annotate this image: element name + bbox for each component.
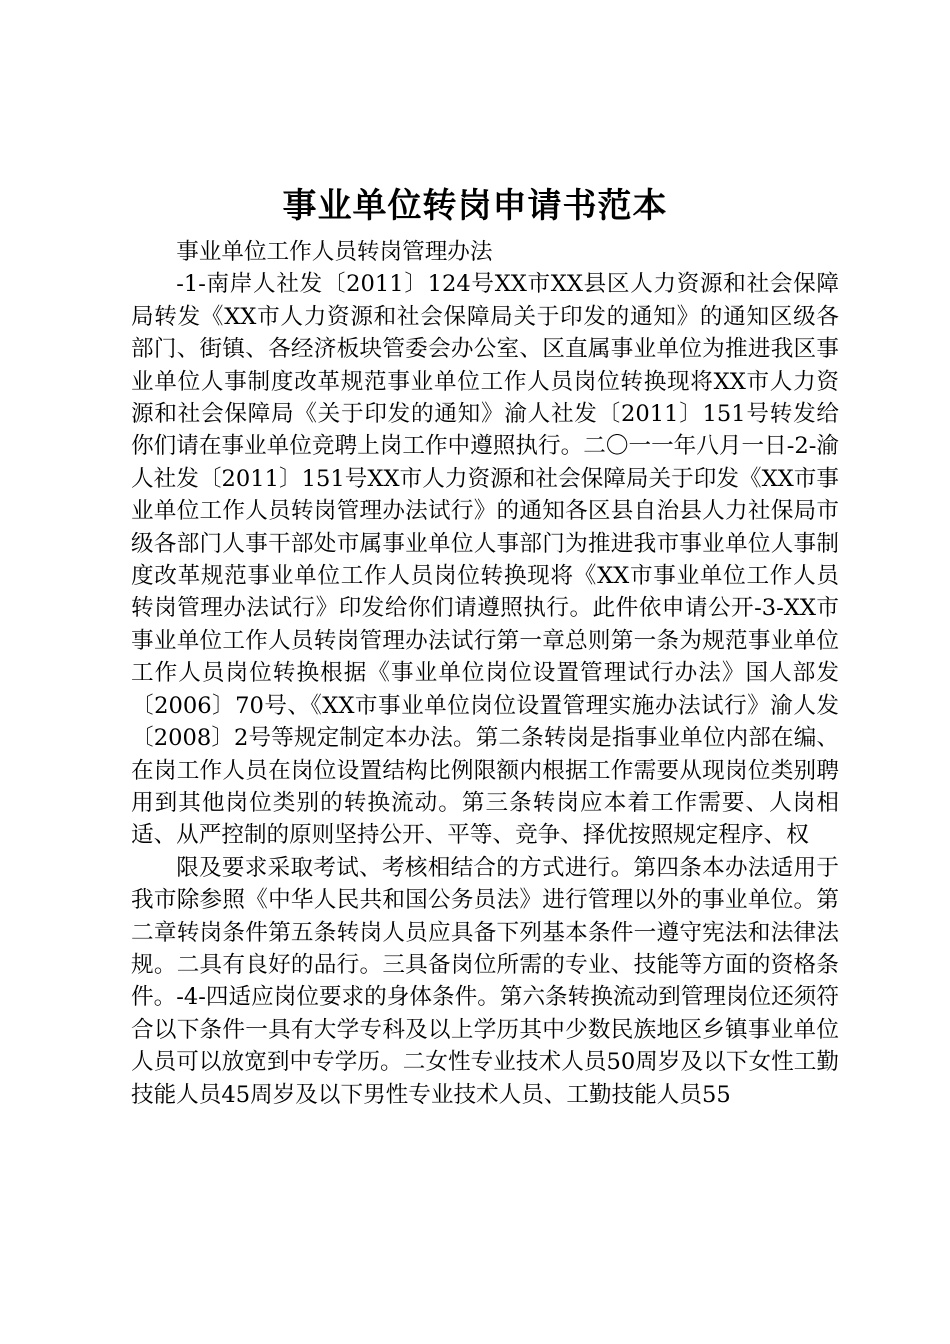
paragraph: -1-南岸人社发〔2011〕124号XX市XX县区人力资源和社会保障局转发《XX市人力资源和社会保障局关于印发的通知》的通知区级各部门、街镇、各经济板块管委会办公室、区直属事业单位为推进我区事业单位人事制度改革规范事业单位工作人员岗位转换现将XX市人力资源和社会保障局《关于印发的通知》渝人社发〔2011〕151号转发给你们请在事业单位竞聘上岗工作中遵照执行。二〇一一年八月一日-2-渝人社发〔2011〕151号XX市人力资源和社会保障局关于印发《XX市事业单位工作人员转岗管理办法试行》的通知各区县自治县人力社保局市级各部门人事干部处市属事业单位人事部门为推进我市事业单位人事制度改革规范事业单位工作人员岗位转换现将《XX市事业单位工作人员转岗管理办法试行》印发给你们请遵照执行。此件依申请公开-3-XX市事业单位工作人员转岗管理办法试行第一章总则第一条为规范事业单位工作人员岗位转换根据《事业单位岗位设置管理试行办法》国人部发〔2006〕70号、《XX市事业单位岗位设置管理实施办法试行》渝人发〔2008〕2号等规定制定本办法。第二条转岗是指事业单位内部在编、在岗工作人员在岗位设置结构比例限额内根据工作需要从现岗位类别聘用到其他岗位类别的转换流动。第三条转岗应本着工作需要、人岗相适、从严控制的原则坚持公开、平等、竞争、择优按照规定程序、权 xyxy=(131,271,839,849)
document-title: 事业单位转岗申请书范本 xyxy=(282,186,668,226)
document-body xyxy=(131,236,839,1111)
paragraph-heading: 事业单位工作人员转岗管理办法 xyxy=(176,239,493,265)
paragraph: 限及要求采取考试、考核相结合的方式进行。第四条本办法适用于我市除参照《中华人民共和国公务员法》进行管理以外的事业单位。第二章转岗条件第五条转岗人员应具备下列基本条件一遵守宪法和法律法规。二具有良好的品行。三具备岗位所需的专业、技能等方面的资格条件。-4-四适应岗位要求的身体条件。第六条转换流动到管理岗位还须符合以下条件一具有大学专科及以上学历其中少数民族地区乡镇事业单位人员可以放宽到中专学历。二女性专业技术人员50周岁及以下女性工勤技能人员45周岁及以下男性专业技术人员、工勤技能人员55 xyxy=(131,854,839,1108)
